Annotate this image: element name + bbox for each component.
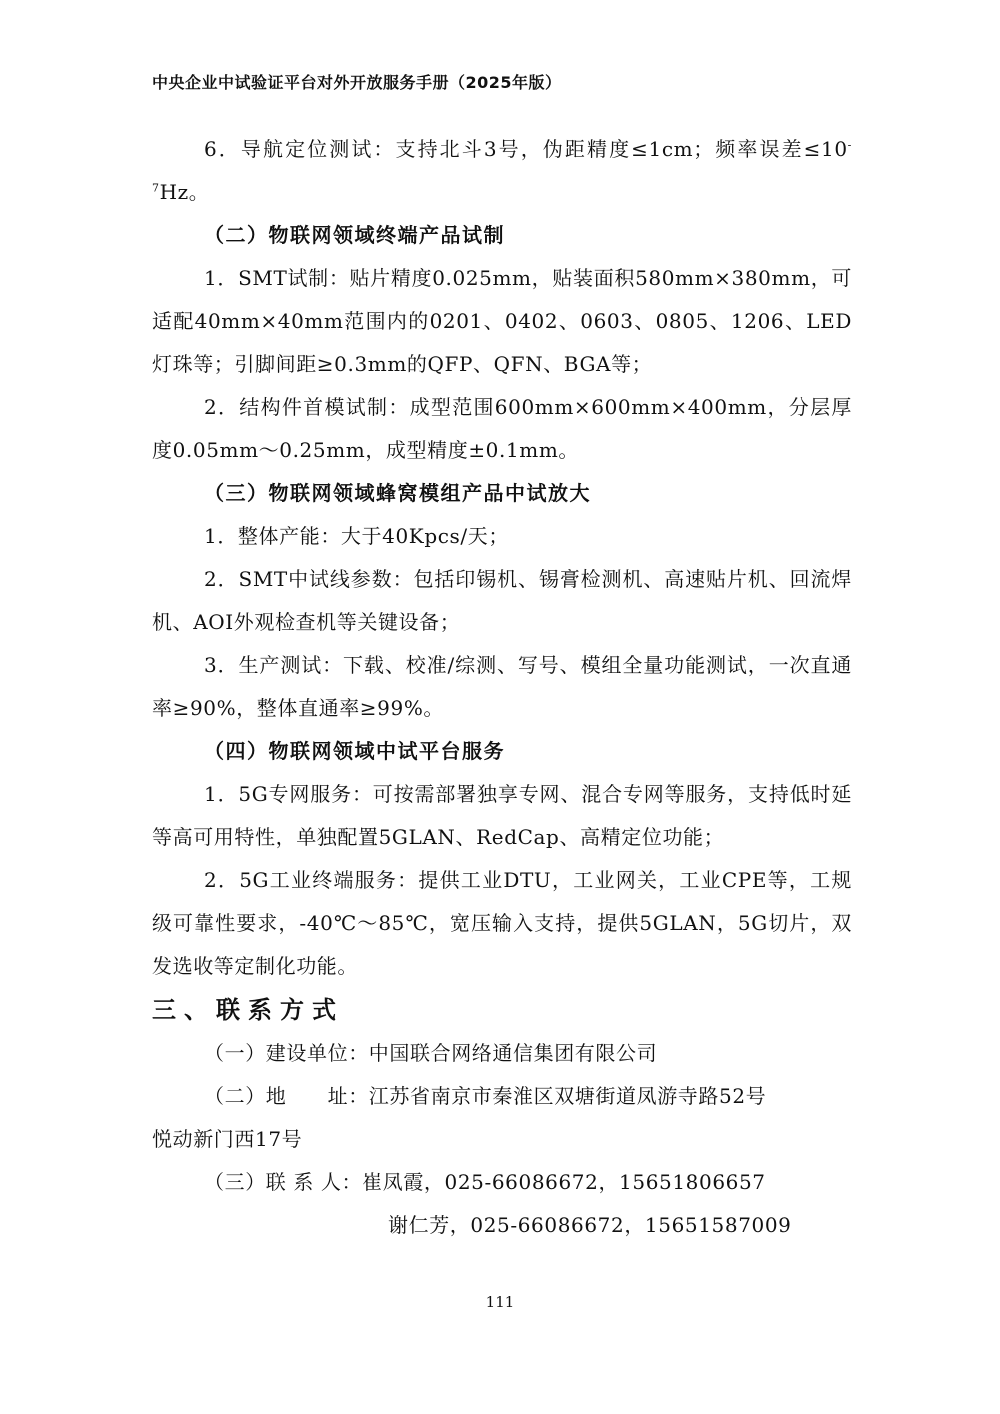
list-item: 2．5G工业终端服务：提供工业DTU，工业网关，工业CPE等，工规级可靠性要求，-40℃～85℃，宽压输入支持，提供5GLAN，5G切片，双发选收等定制化功能。	[152, 868, 852, 978]
section-heading: （三）物联网领域蜂窝模组产品中试放大	[204, 481, 591, 505]
page-number: 111	[485, 1293, 515, 1311]
section-heading: （二）物联网领域终端产品试制	[204, 223, 505, 247]
item-text: 6．导航定位测试：支持北斗3号，伪距精度≤1cm；频率误差≤10	[204, 137, 848, 161]
list-item: 3．生产测试：下载、校准/综测、写号、模组全量功能测试，一次直通率≥90%，整体直通率≥99%。	[152, 653, 852, 720]
list-item: 1．SMT试制：贴片精度0.025mm，贴装面积580mm×380mm，可适配40mm×40mm范围内的0201、0402、0603、0805、1206、LED灯珠等；引脚间距≥0.3mm的QFP、QFN、BGA等；	[152, 266, 852, 376]
list-item: 1．5G专网服务：可按需部署独享专网、混合专网等服务，支持低时延等高可用特性，单独配置5GLAN、RedCap、高精定位功能；	[152, 782, 852, 849]
contact-person-second: 谢仁芳，025-66086672，15651587009	[388, 1213, 792, 1237]
running-header: 中央企业中试验证平台对外开放服务手册（2025年版）	[152, 73, 562, 92]
exponent: -7	[152, 138, 852, 195]
section-heading: （四）物联网领域中试平台服务	[204, 739, 505, 763]
list-item: 2．结构件首模试制：成型范围600mm×600mm×400mm，分层厚度0.05mm～0.25mm，成型精度±0.1mm。	[152, 395, 852, 462]
list-item: 1．整体产能：大于40Kpcs/天；	[204, 524, 509, 548]
contact-address-continued: 悦动新门西17号	[152, 1127, 303, 1151]
contact-person: （三）联 系 人：崔凤霞，025-66086672，15651806657	[204, 1170, 766, 1194]
contact-unit: （一）建设单位：中国联合网络通信集团有限公司	[204, 1041, 658, 1065]
contact-address: （二）地 址：江苏省南京市秦淮区双塘街道凤游寺路52号	[204, 1084, 767, 1108]
list-item: 2．SMT中试线参数：包括印锡机、锡膏检测机、高速贴片机、回流焊机、AOI外观检查机等关键设备；	[152, 567, 852, 634]
body-text	[152, 128, 852, 1247]
navigation-test-item	[152, 128, 852, 214]
item-unit: Hz。	[159, 180, 210, 204]
contact-heading: 三、联系方式	[152, 996, 344, 1024]
